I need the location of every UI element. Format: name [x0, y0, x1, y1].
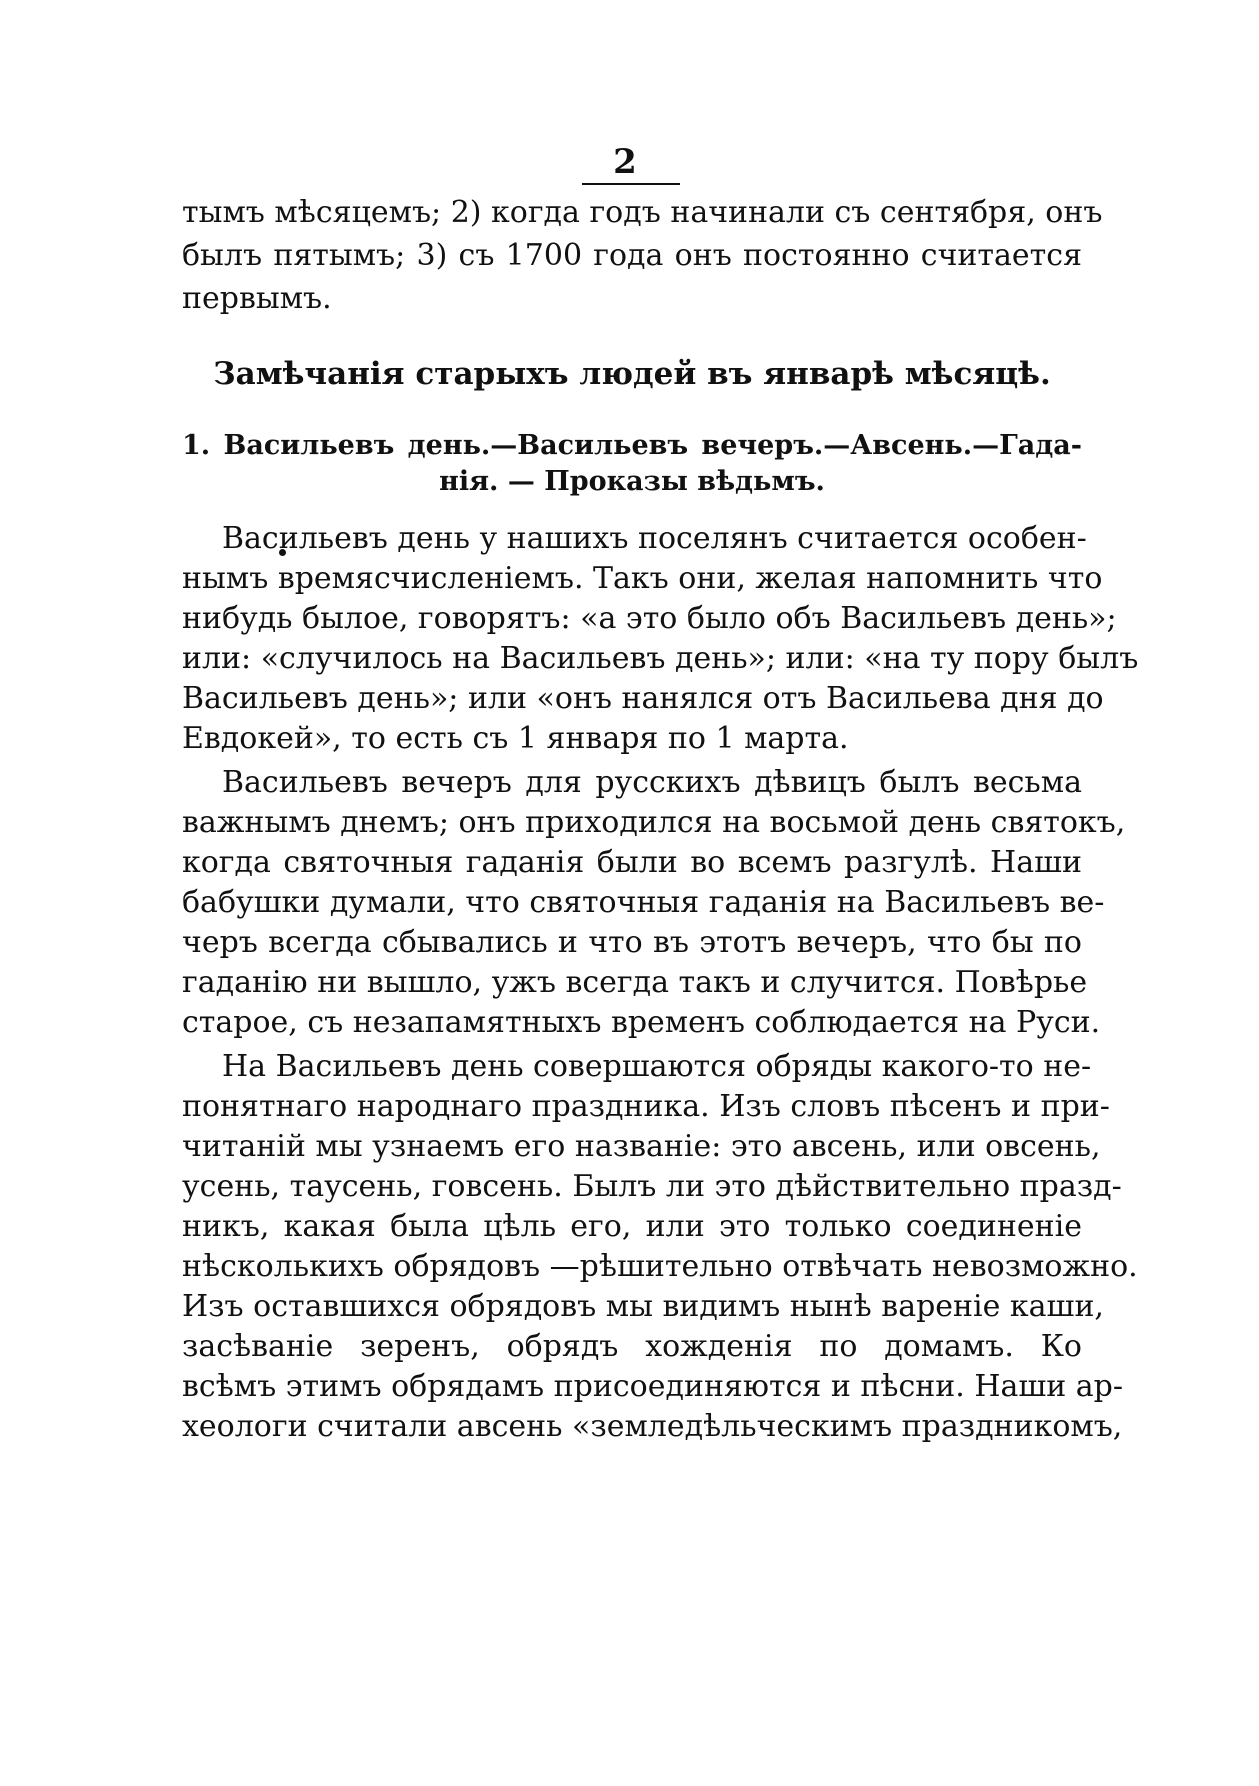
subsection-heading-line: нія. — Проказы вѣдьмъ. [439, 466, 825, 497]
page-number-rule [582, 183, 680, 185]
text-line: всѣмъ этимъ обрядамъ присоединяются и пѣсни. Наши ар- [182, 1369, 1124, 1404]
text-line: гаданію ни вышло, ужъ всегда такъ и случится. Повѣрье [182, 965, 1088, 1000]
text-line: былъ пятымъ; 3) съ 1700 года онъ постоянно считается [182, 238, 1082, 273]
text-line: На Васильевъ день совершаются обряды какого-то не- [222, 1049, 1092, 1084]
text-line: важнымъ днемъ; онъ приходился на восьмой день святокъ, [182, 805, 1126, 840]
text-line: когда святочныя гаданія были во всемъ разгулѣ. Наши [182, 845, 1082, 880]
text-line: старое, съ незапамятныхъ временъ соблюдается на Руси. [182, 1005, 1101, 1040]
text-line: бабушки думали, что святочныя гаданія на Васильевъ ве- [182, 885, 1105, 920]
text-line: Евдокей», то есть съ 1 января по 1 марта. [182, 721, 849, 756]
text-line: усень, таусень, говсень. Былъ ли это дѣйствительно празд- [182, 1169, 1122, 1204]
subsection-heading-line: 1. Васильевъ день.—Васильевъ вечеръ.—Авсень.—Гада- [182, 430, 1082, 461]
text-line: хеологи считали авсень «земледѣльческимъ праздникомъ, [182, 1409, 1123, 1444]
text-line: первымъ. [182, 281, 332, 316]
text-line: Васильевъ день»; или «онъ нанялся отъ Васильева дня до [182, 681, 1104, 716]
text-line: Изъ оставшихся обрядовъ мы видимъ нынѣ вареніе каши, [182, 1289, 1104, 1324]
text-line: Васильевъ вечеръ для русскихъ дѣвицъ былъ весьма [222, 765, 1082, 800]
text-line: засѣваніе зеренъ, обрядъ хожденія по домамъ. Ко [182, 1329, 1082, 1364]
text-line: или: «случилось на Васильевъ день»; или: «на ту пору былъ [182, 641, 1139, 676]
page-number: 2 [613, 142, 637, 182]
section-heading: Замѣчанія старыхъ людей въ январѣ мѣсяцѣ. [213, 356, 1051, 392]
text-line: черъ всегда сбывались и что въ этотъ вечеръ, что бы по [182, 925, 1082, 960]
text-line: понятнаго народнаго праздника. Изъ словъ пѣсенъ и при- [182, 1089, 1110, 1124]
text-line: тымъ мѣсяцемъ; 2) когда годъ начинали съ сентября, онъ [182, 195, 1103, 230]
text-line: нибудь былое, говорятъ: «а это было объ Васильевъ день»; [182, 601, 1117, 636]
text-line: читаній мы узнаемъ его названіе: это авсень, или овсень, [182, 1129, 1101, 1164]
text-line: нѣсколькихъ обрядовъ —рѣшительно отвѣчать невозможно. [182, 1249, 1138, 1284]
text-line: никъ, какая была цѣль его, или это только соединеніе [182, 1209, 1082, 1244]
text-line: Васильевъ день у нашихъ поселянъ считается особен- [222, 521, 1087, 556]
text-line: нымъ времясчисленіемъ. Такъ они, желая напомнить что [182, 561, 1103, 596]
